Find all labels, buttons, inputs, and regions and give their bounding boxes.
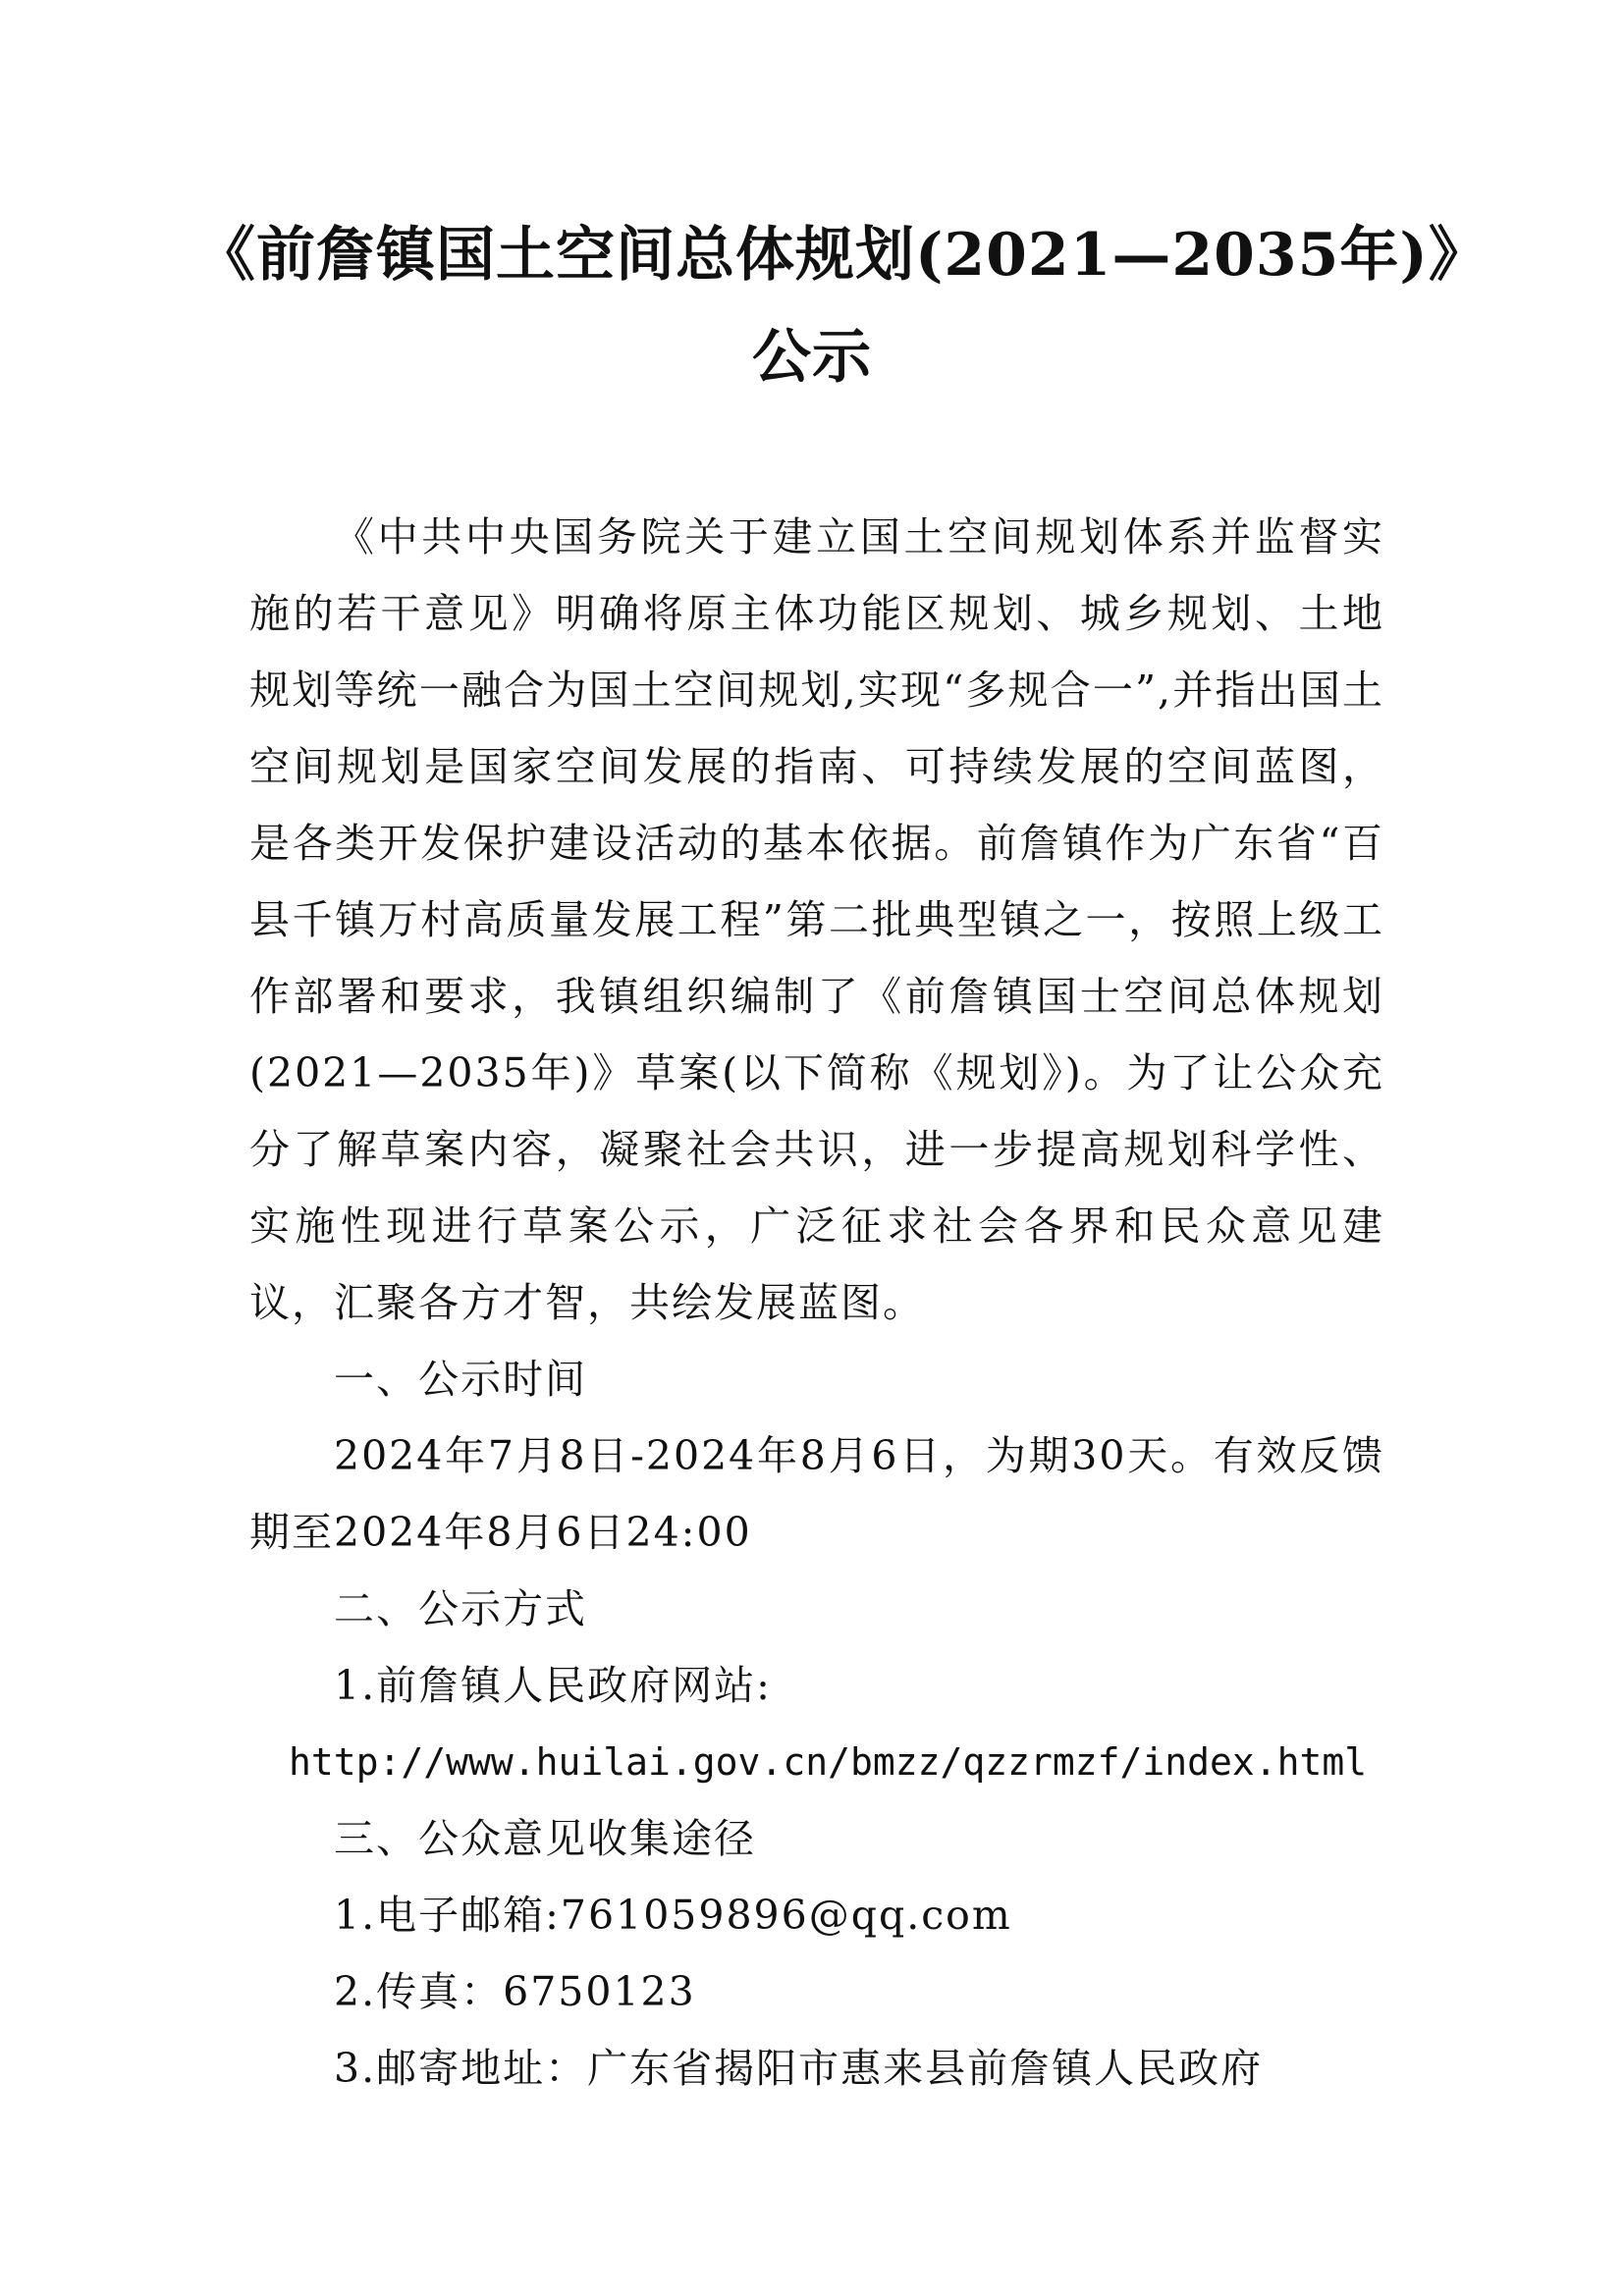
section-heading-publicity-method: 二、公示方式 xyxy=(334,1585,587,1632)
section-heading-feedback-channels: 三、公众意见收集途径 xyxy=(334,1815,756,1862)
publicity-time-text: 2024年7月8日-2024年8月6日，为期30天。有效反馈期至2024年8月6日24:00 xyxy=(249,1432,1384,1556)
feedback-mail-address: 3.邮寄地址：广东省揭阳市惠来县前詹镇人民政府 xyxy=(334,2045,1264,2092)
feedback-fax: 2.传真：6750123 xyxy=(334,1968,696,2015)
document-title-line-2: 公示 xyxy=(752,323,872,392)
section-heading-publicity-time: 一、公示时间 xyxy=(334,1356,587,1403)
intro-paragraph: 《中共中央国务院关于建立国土空间规划体系并监督实施的若干意见》明确将原主体功能区规划、城乡规划、土地规划等统一融合为国土空间规划,实现“多规合一”,并指出国土空间规划是国家空间发展的指南、可持续发展的空间蓝图，是各类开发保护建设活动的基本依据。前詹镇作为广东省“百县千镇万村高质量发展工程”第二批典型镇之一，按照上级工作部署和要求，我镇组织编制了《前詹镇国士空间总体规划(2021—2035年)》草案(以下简称《规划》)。为了让公众充分了解草案内容，凝聚社会共识，进一步提高规划科学性、实施性现进行草案公示，广泛征求社会各界和民众意见建议，汇聚各方才智，共绘发展蓝图。 xyxy=(249,513,1384,1326)
document-title-line-1: 《前詹镇国土空间总体规划(2021—2035年)》 xyxy=(196,221,1489,290)
publicity-method-website: 1.前詹镇人民政府网站: xyxy=(334,1662,772,1709)
feedback-email: 1.电子邮箱:761059896@qq.com xyxy=(334,1892,1012,1939)
document-body xyxy=(249,499,1384,2107)
website-url-link[interactable]: http://www.huilai.gov.cn/bmzz/qzzrmzf/index.html xyxy=(289,1740,1368,1784)
